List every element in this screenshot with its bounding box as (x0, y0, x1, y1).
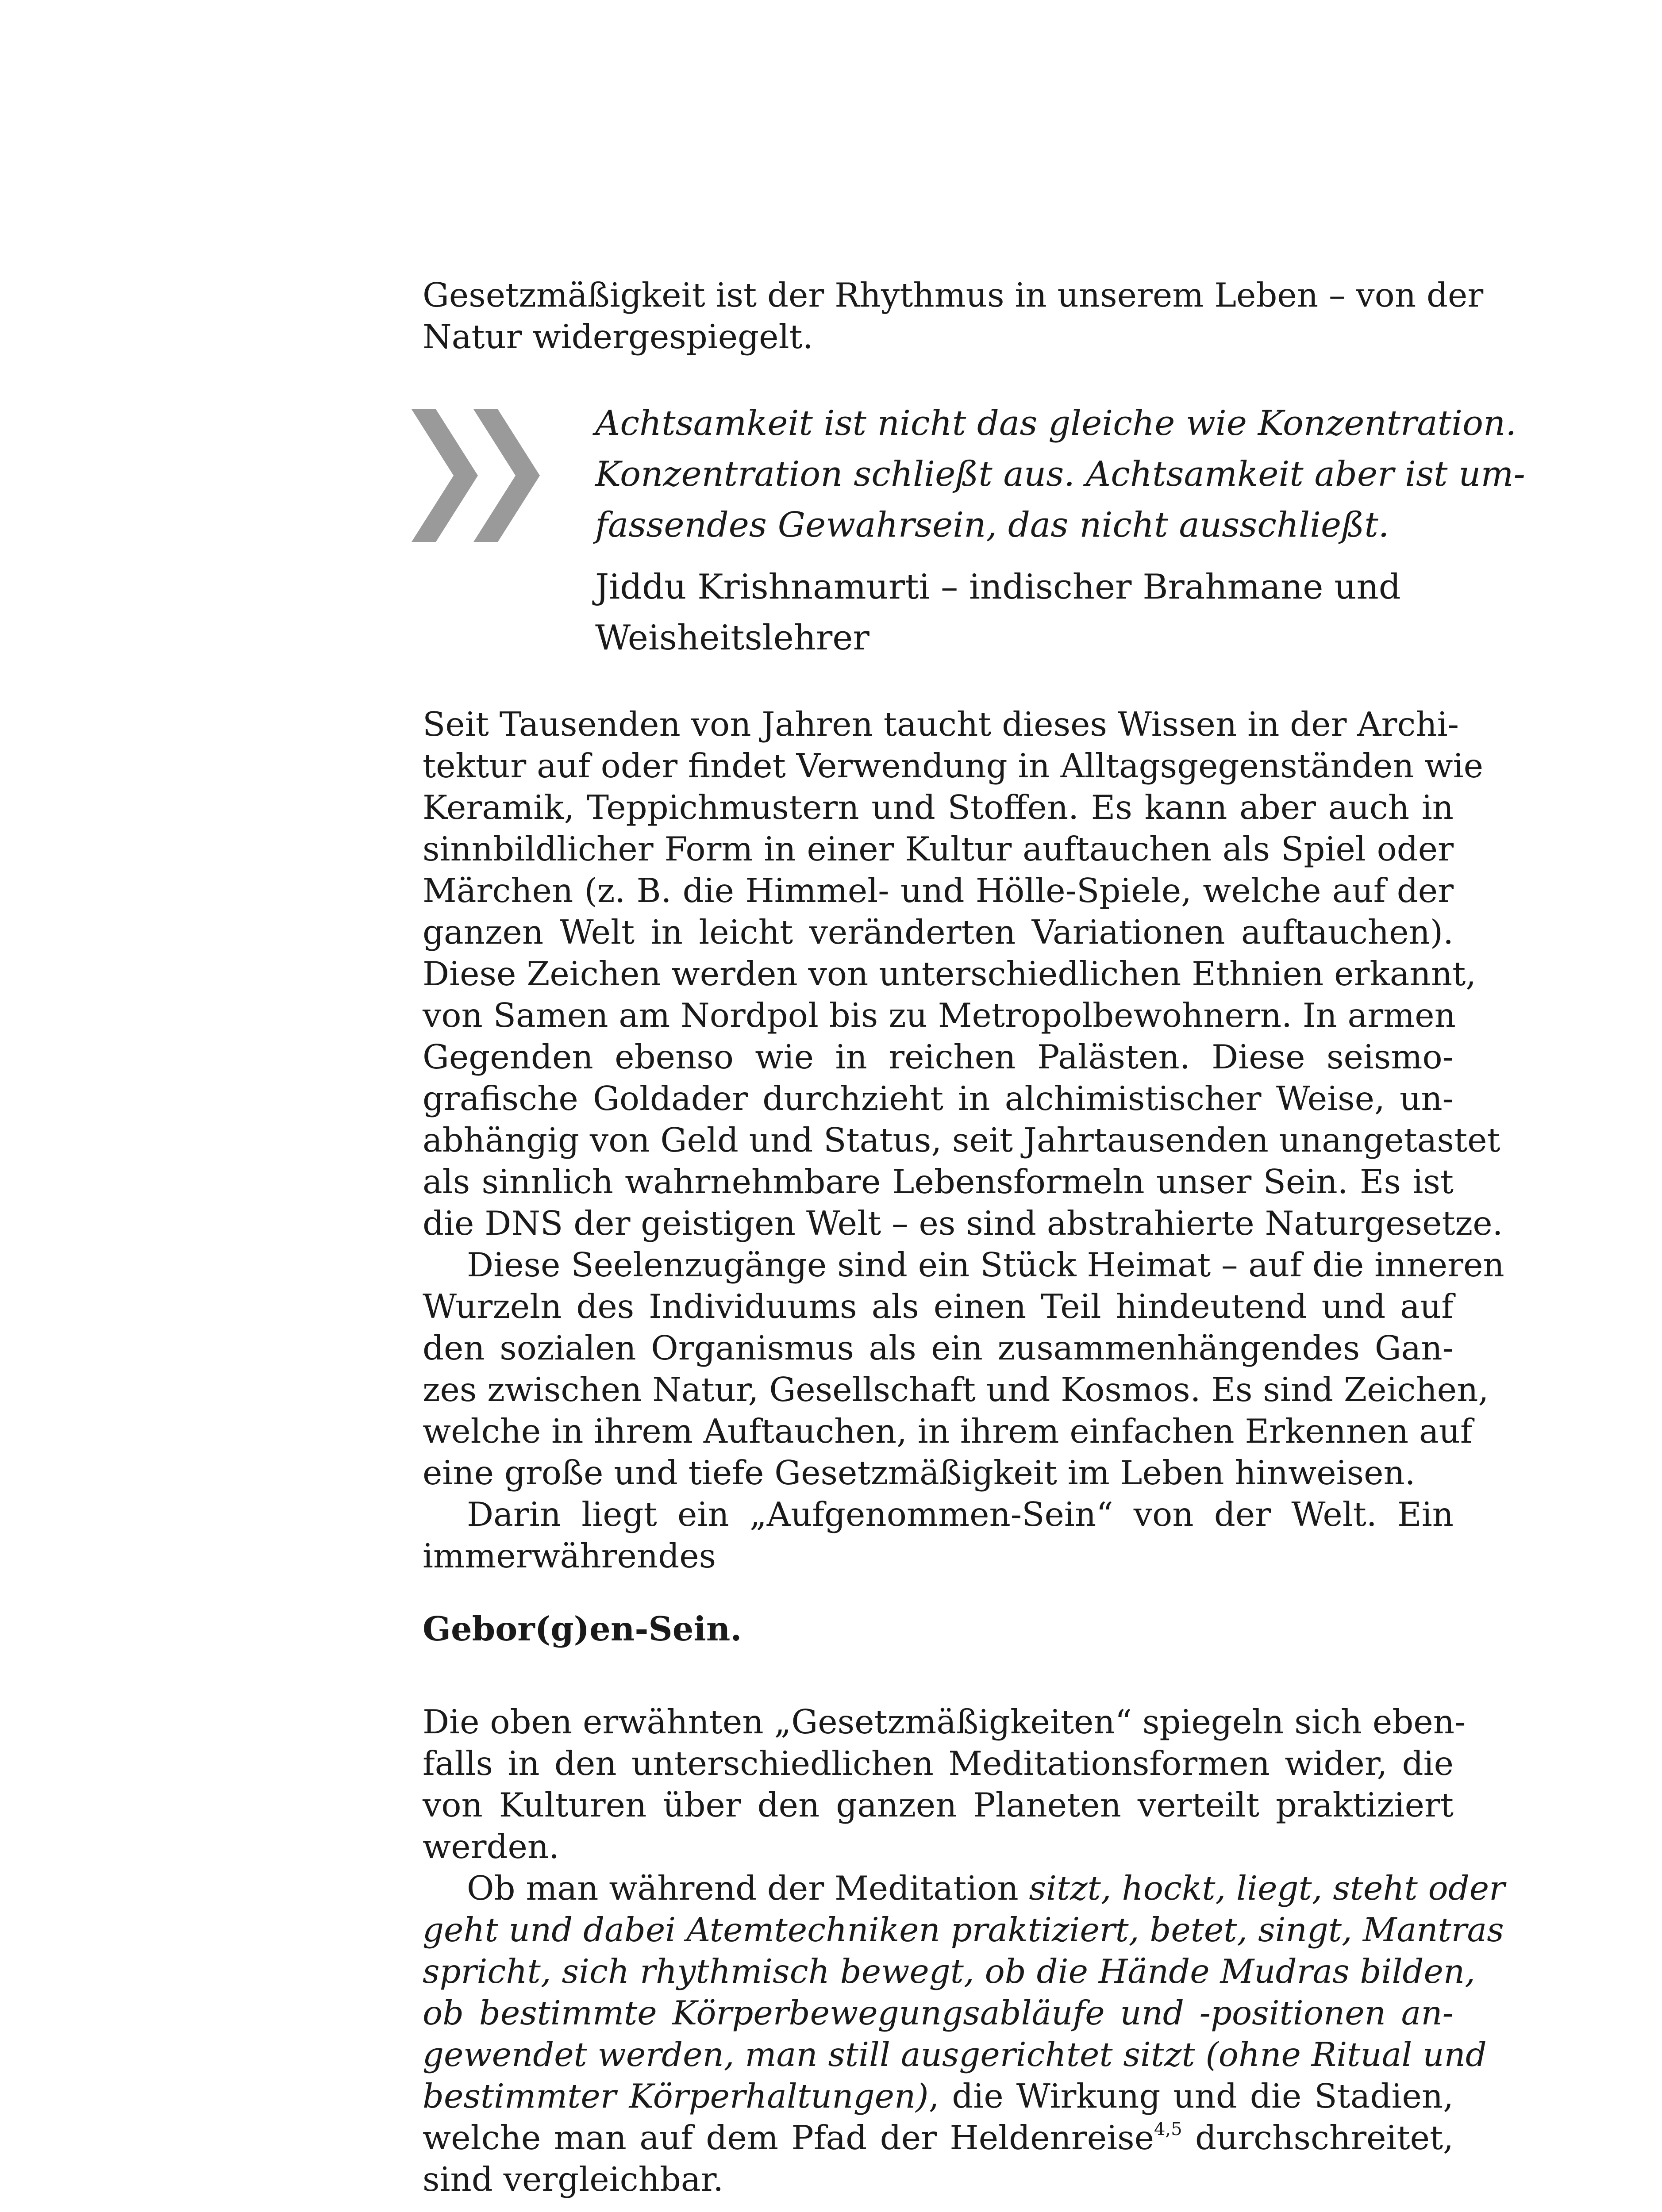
paragraph (423, 703, 1503, 1244)
quote-attribution-line: Jiddu Krishnamurti – indischer Brahmane und (595, 567, 1401, 607)
text-run: , die Wirkung und die Stadien, (928, 2077, 1454, 2116)
text-line: gewendet werden, man still ausgerichtet sitzt (ohne Ritual und (423, 2035, 1487, 2074)
text-line: grafische Goldader durchzieht in alchimistischer Weise, un- (423, 1079, 1454, 1118)
text-line: ganzen Welt in leicht veränderten Variationen auftauchen). (423, 913, 1454, 952)
text-line: von Samen am Nordpol bis zu Metropolbewohnern. In armen (423, 996, 1456, 1035)
section-heading: Gebor(g)en-Sein. (423, 1609, 742, 1648)
paragraph (423, 1701, 1466, 1867)
text-line: Natur widergespiegelt. (423, 317, 813, 356)
text-run: welche man auf dem Pfad der Heldenreise (423, 2118, 1154, 2157)
body-text-lower (423, 1701, 1505, 2200)
text-line: sind vergleichbar. (423, 2160, 724, 2199)
quote-line: Achtsamkeit ist nicht das gleiche wie Konzentration. (595, 403, 1517, 443)
text-line: Diese Seelenzugänge sind ein Stück Heimat – auf die inneren (467, 1245, 1504, 1284)
footnote-reference[interactable]: 4,5 (1154, 2119, 1182, 2139)
text-line (423, 1867, 1505, 1909)
text-line: immerwährendes (423, 1536, 716, 1575)
text-run: Ob man während der Meditation (467, 1869, 1029, 1908)
paragraph (423, 1494, 1454, 1577)
italic-run: sitzt, hockt, liegt, steht oder (1029, 1869, 1505, 1908)
text-run: durchschreitet, (1182, 2118, 1454, 2157)
text-line: werden. (423, 1827, 559, 1866)
section-heading-block (423, 1608, 1454, 1650)
quote-attribution-line: Weisheitslehrer (595, 618, 869, 658)
text-line: Gegenden ebenso wie in reichen Palästen. Diese seismo- (423, 1037, 1454, 1076)
text-line: den sozialen Organismus als ein zusammenhängendes Gan- (423, 1329, 1454, 1367)
text-line: ob bestimmte Körperbewegungsabläufe und -positionen an- (423, 1993, 1454, 2032)
text-line: eine große und tiefe Gesetzmäßigkeit im Leben hinweisen. (423, 1453, 1416, 1492)
quote-line: fassendes Gewahrsein, das nicht ausschließt. (595, 505, 1389, 545)
quotation-mark-icon (412, 409, 558, 542)
text-line: Die oben erwähnten „Gesetzmäßigkeiten“ spiegeln sich eben- (423, 1702, 1466, 1741)
text-line: die DNS der geistigen Welt – es sind abstrahierte Naturgesetze. (423, 1204, 1503, 1243)
text-line: Seit Tausenden von Jahren taucht dieses Wissen in der Archi- (423, 705, 1459, 744)
text-line: spricht, sich rhythmisch bewegt, ob die Hände Mudras bilden, (423, 1952, 1476, 1991)
text-line: Keramik, Teppichmustern und Stoffen. Es kann aber auch in (423, 788, 1454, 827)
pull-quote (595, 398, 1525, 664)
paragraph (423, 1244, 1504, 1494)
text-line: Darin liegt ein „Aufgenommen-Sein“ von der Welt. Ein (467, 1495, 1454, 1534)
text-line: von Kulturen über den ganzen Planeten verteilt praktiziert (423, 1786, 1454, 1824)
text-line: geht und dabei Atemtechniken praktiziert, betet, singt, Mantras (423, 1910, 1504, 1949)
text-line: falls in den unterschiedlichen Meditationsformen wider, die (423, 1744, 1454, 1783)
text-line: abhängig von Geld und Status, seit Jahrtausenden unangetastet (423, 1121, 1500, 1160)
text-line (423, 2075, 1454, 2117)
intro-text (423, 274, 1484, 357)
quote-line: Konzentration schließt aus. Achtsamkeit aber ist um- (595, 454, 1525, 494)
text-line: Märchen (z. B. die Himmel- und Hölle-Spiele, welche auf der (423, 871, 1454, 910)
text-line: zes zwischen Natur, Gesellschaft und Kosmos. Es sind Zeichen, (423, 1370, 1489, 1409)
paragraph (423, 1867, 1505, 2200)
text-line (423, 2117, 1454, 2158)
text-line: Wurzeln des Individuums als einen Teil hindeutend und auf (423, 1287, 1454, 1326)
text-line: Diese Zeichen werden von unterschiedlichen Ethnien erkannt, (423, 954, 1477, 993)
body-text (423, 703, 1504, 1577)
text-line: Gesetzmäßigkeit ist der Rhythmus in unserem Leben – von der (423, 276, 1484, 315)
italic-run: bestimmter Körperhaltungen) (423, 2077, 929, 2116)
text-line: welche in ihrem Auftauchen, in ihrem einfachen Erkennen auf (423, 1412, 1473, 1451)
text-line: als sinnlich wahrnehmbare Lebensformeln unser Sein. Es ist (423, 1162, 1454, 1201)
text-line: tektur auf oder findet Verwendung in Alltagsgegenständen wie (423, 746, 1483, 785)
text-line: sinnbildlicher Form in einer Kultur auftauchen als Spiel oder (423, 830, 1454, 868)
